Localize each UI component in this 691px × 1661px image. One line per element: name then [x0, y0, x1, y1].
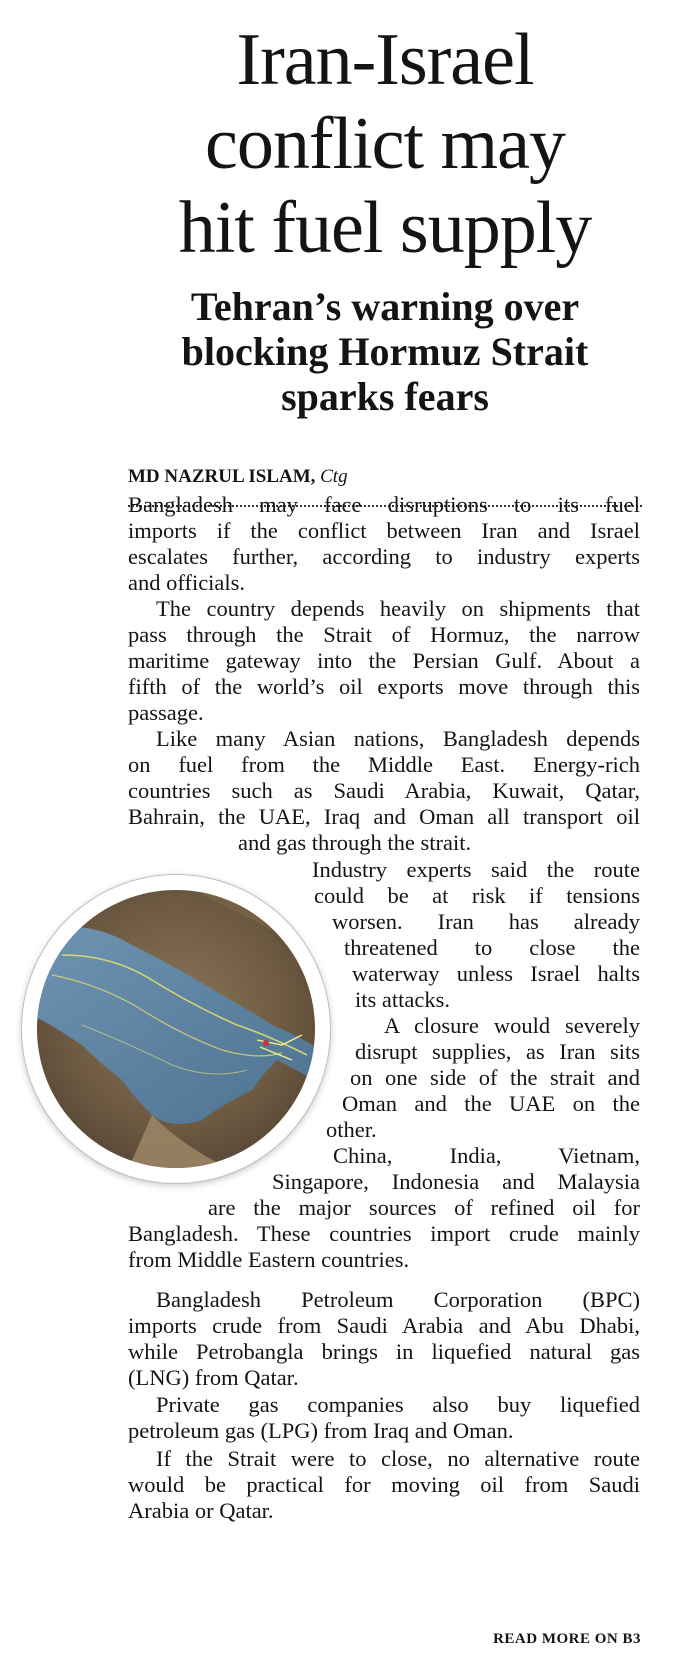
body-line: (LNG) from Qatar. — [128, 1365, 299, 1390]
body-line: Industry experts said the route — [312, 857, 640, 882]
headline — [120, 18, 650, 270]
headline-line-3: hit fuel supply — [178, 187, 592, 269]
body-line: are the major sources of refined oil for — [208, 1195, 640, 1220]
body-line: China, India, Vietnam, — [333, 1143, 640, 1168]
body-line: would be practical for moving oil from Saudi — [128, 1472, 640, 1497]
body-line: pass through the Strait of Hormuz, the narrow — [128, 622, 640, 647]
body-line: Bangladesh Petroleum Corporation (BPC) — [156, 1287, 640, 1312]
body-line: Private gas companies also buy liquefied — [156, 1392, 640, 1417]
body-line: passage. — [128, 700, 204, 725]
subheadline — [125, 284, 645, 419]
body-line: Arabia or Qatar. — [128, 1498, 274, 1523]
body-line: from Middle Eastern countries. — [128, 1247, 410, 1272]
body-line: Bangladesh. These countries import crude mainly — [128, 1221, 640, 1246]
read-more-link[interactable]: READ MORE ON B3 — [493, 1631, 641, 1647]
subheadline-line-1: Tehran’s warning over — [190, 284, 580, 329]
body-line: Bahrain, the UAE, Iraq and Oman all transport oil — [128, 804, 640, 829]
body-line: imports crude from Saudi Arabia and Abu Dhabi, — [128, 1313, 640, 1338]
byline-author: MD NAZRUL ISLAM, — [128, 466, 316, 487]
byline — [128, 466, 348, 488]
headline-line-1: Iran-Israel — [236, 19, 534, 101]
body-line: escalates further, according to industry experts — [128, 544, 640, 569]
body-line: A closure would severely — [384, 1013, 640, 1038]
body-line: fifth of the world’s oil exports move through this — [128, 674, 640, 699]
body-line: Bangladesh may face disruptions to its fuel — [128, 492, 640, 517]
body-line: countries such as Saudi Arabia, Kuwait, Qatar, — [128, 778, 640, 803]
body-line: disrupt supplies, as Iran sits — [355, 1039, 640, 1064]
body-line: Like many Asian nations, Bangladesh depends — [156, 726, 640, 751]
body-line: maritime gateway into the Persian Gulf. About a — [128, 648, 640, 673]
body-line: while Petrobangla brings in liquefied natural gas — [128, 1339, 640, 1364]
body-line: If the Strait were to close, no alternative route — [156, 1446, 640, 1471]
byline-location: Ctg — [320, 466, 348, 487]
strait-of-hormuz-satellite-image — [22, 875, 330, 1183]
body-line: imports if the conflict between Iran and Israel — [128, 518, 640, 543]
body-line: its attacks. — [355, 987, 450, 1012]
body-line: other. — [326, 1117, 377, 1142]
subheadline-line-3: sparks fears — [281, 374, 489, 419]
body-line: petroleum gas (LPG) from Iraq and Oman. — [128, 1418, 514, 1443]
body-line: on fuel from the Middle East. Energy-rich — [128, 752, 640, 777]
body-line: threatened to close the — [344, 935, 640, 960]
body-line: Oman and the UAE on the — [342, 1091, 640, 1116]
body-line: and gas through the strait. — [238, 830, 472, 855]
body-line: and officials. — [128, 570, 246, 595]
headline-line-2: conflict may — [205, 103, 565, 185]
satellite-map-graphic — [22, 875, 330, 1183]
body-line: worsen. Iran has already — [332, 909, 640, 934]
body-line: The country depends heavily on shipments that — [156, 596, 640, 621]
subheadline-line-2: blocking Hormuz Strait — [181, 329, 589, 374]
body-line: waterway unless Israel halts — [352, 961, 640, 986]
body-line: could be at risk if tensions — [314, 883, 640, 908]
body-line: on one side of the strait and — [350, 1065, 640, 1090]
body-line: Singapore, Indonesia and Malaysia — [272, 1169, 640, 1194]
